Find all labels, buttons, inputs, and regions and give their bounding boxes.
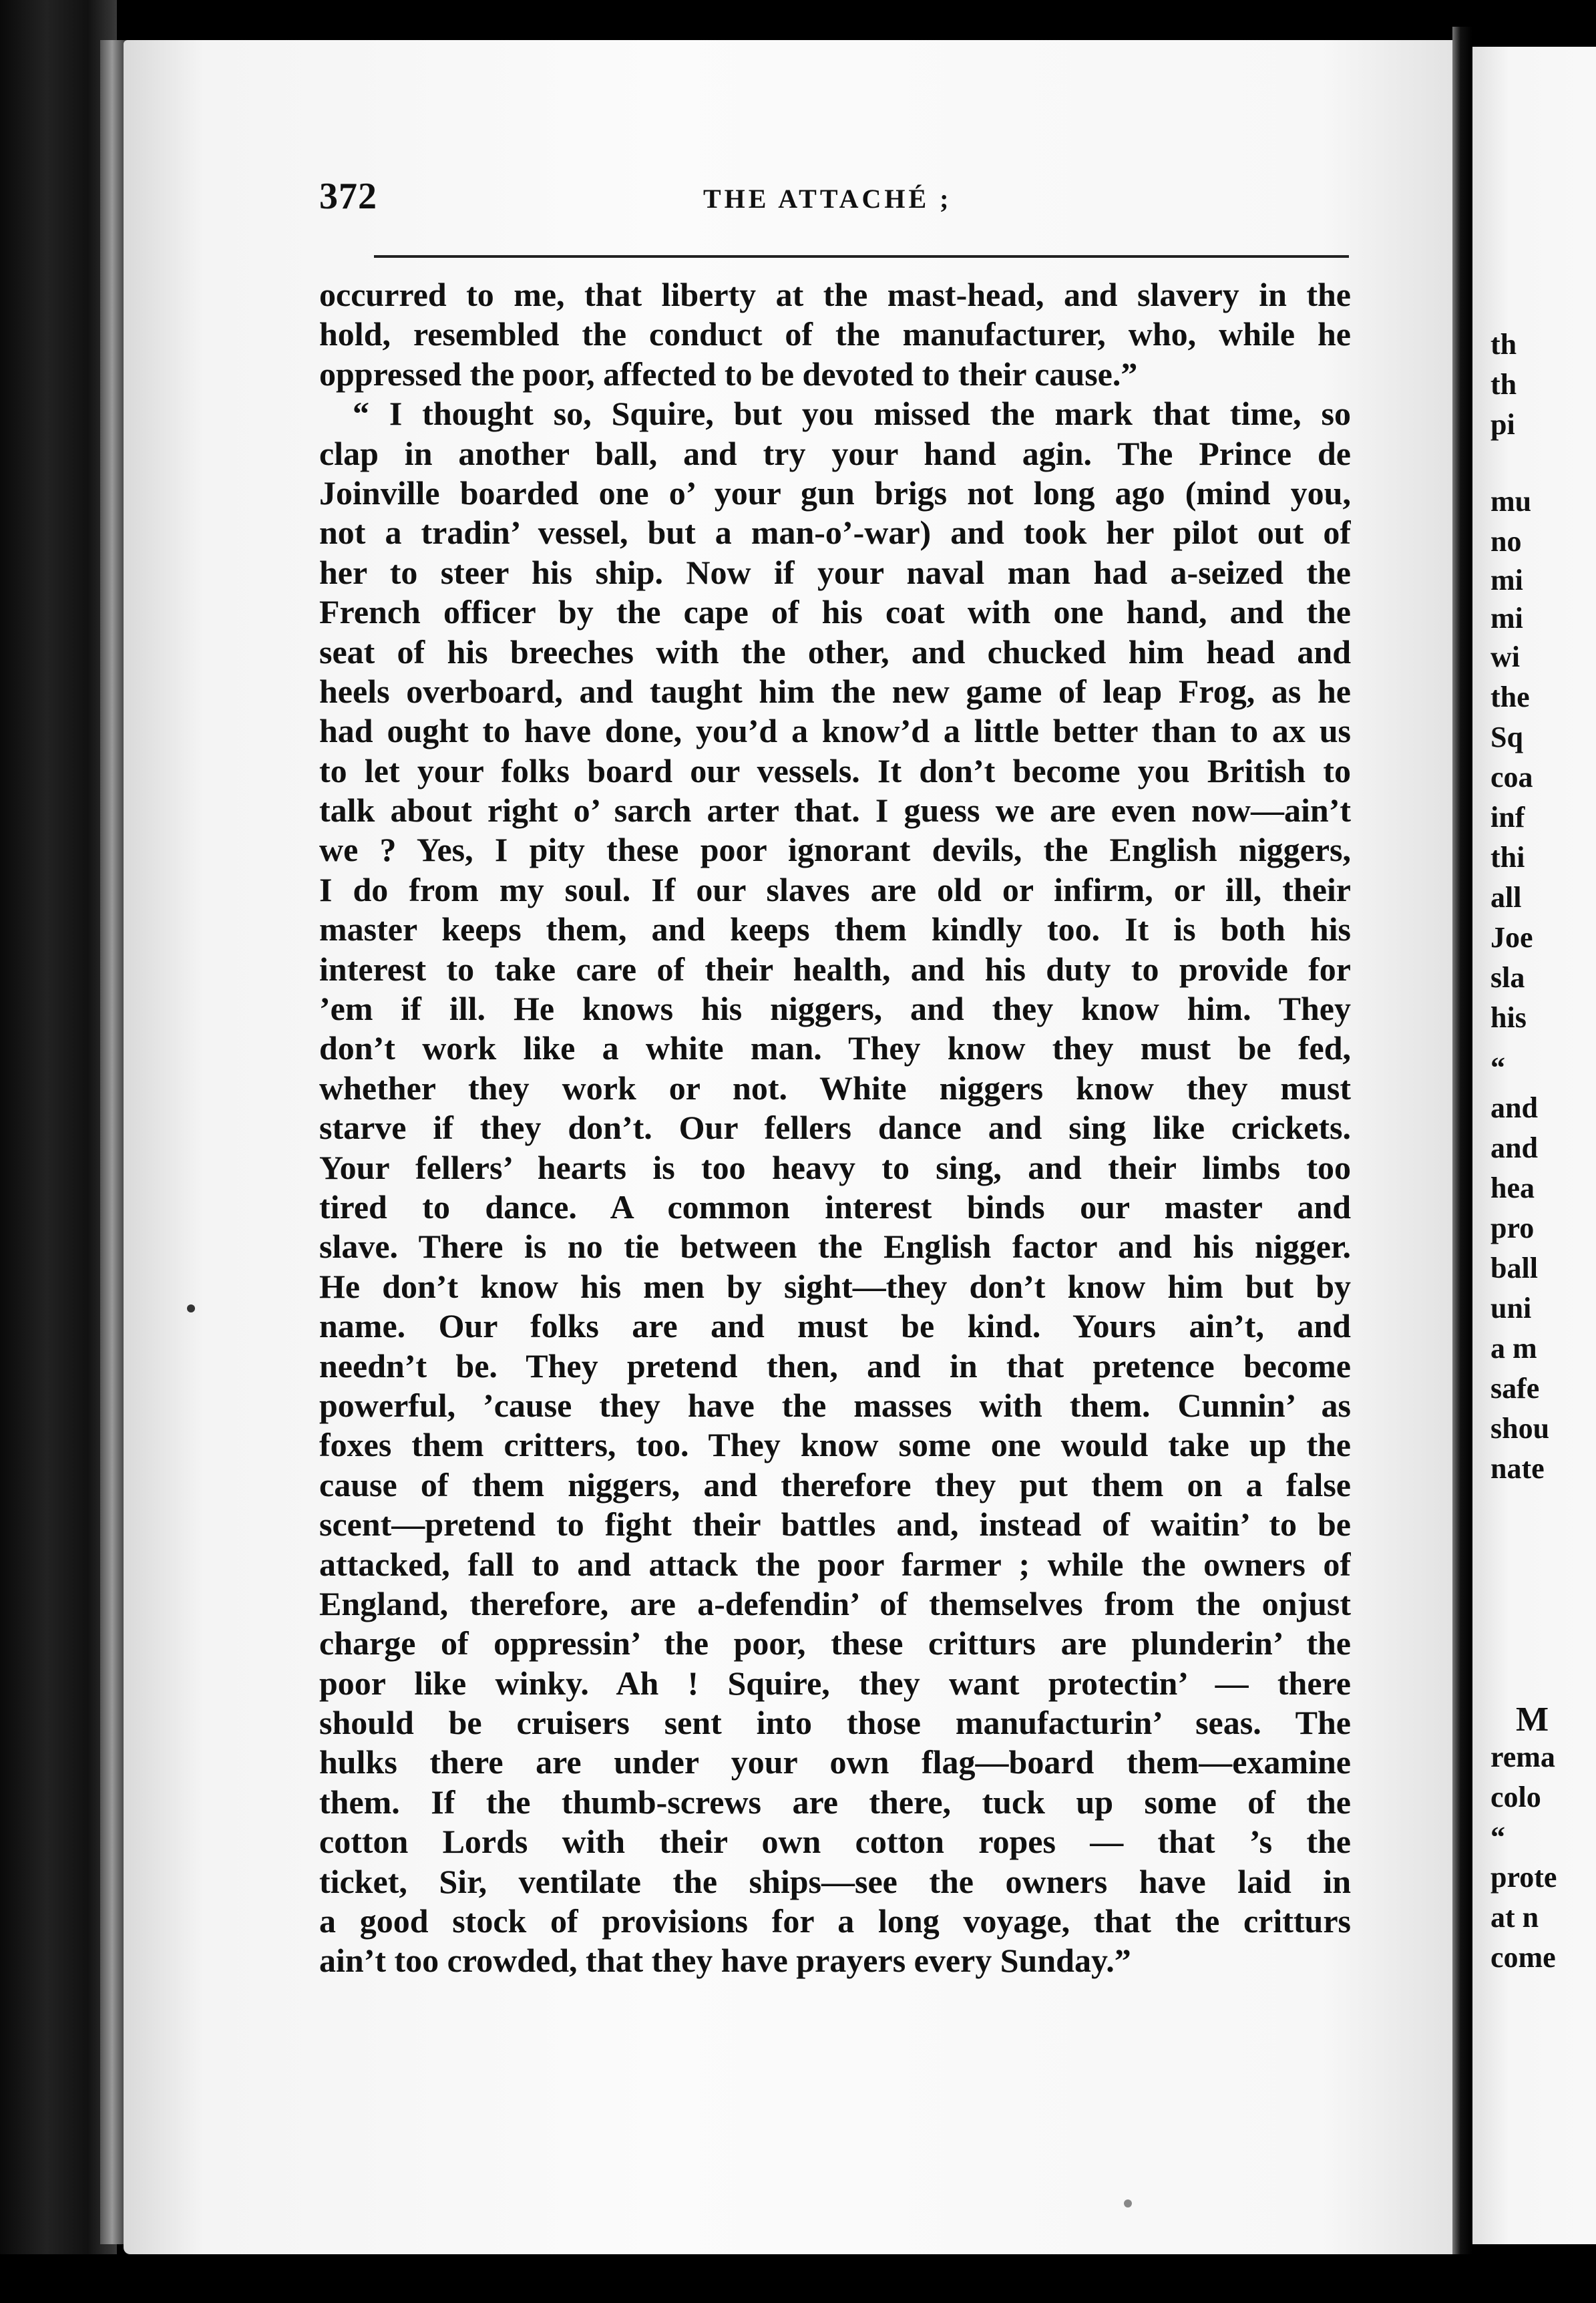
right-page-fragment: and — [1490, 1131, 1538, 1164]
right-page-fragment: sla — [1490, 961, 1525, 994]
text-line: hold, resembled the conduct of the manufacturer, who, while he — [319, 315, 1351, 353]
right-page-fragment: all — [1490, 881, 1522, 914]
bottom-edge — [0, 2254, 1596, 2303]
text-line: whether they work or not. White niggers know they must — [319, 1069, 1351, 1107]
running-head: THE ATTACHÉ ; — [703, 184, 952, 214]
text-line: to let your folks board our vessels. It don’t become you British to — [319, 751, 1351, 789]
right-page-fragment: and — [1490, 1091, 1538, 1124]
right-page-fragment: no — [1490, 525, 1522, 558]
right-page-fragment: mi — [1490, 564, 1523, 596]
text-line: don’t work like a white man. They know they must be fed, — [319, 1029, 1351, 1067]
body-text — [319, 275, 1351, 1981]
right-page-fragment: th — [1490, 368, 1517, 401]
header-rule — [374, 255, 1349, 258]
right-page-fragment: pro — [1490, 1212, 1535, 1244]
text-line: her to steer his ship. Now if your naval man had a-seized the — [319, 553, 1351, 591]
text-line: name. Our folks are and must be kind. Yours ain’t, and — [319, 1307, 1351, 1345]
text-line: we ? Yes, I pity these poor ignorant devils, the English niggers, — [319, 831, 1351, 869]
text-line: interest to take care of their health, and his duty to provide for — [319, 950, 1351, 988]
right-page-fragment: coa — [1490, 761, 1533, 793]
text-line: cotton Lords with their own cotton ropes — that ’s the — [319, 1823, 1351, 1861]
right-page-fragment: colo — [1490, 1781, 1541, 1813]
text-line: needn’t be. They pretend then, and in that pretence become — [319, 1347, 1351, 1385]
right-page-fragment: mi — [1490, 602, 1523, 635]
text-line: He don’t know his men by sight—they don’t know him but by — [319, 1267, 1351, 1305]
right-page-fragment: the — [1490, 681, 1530, 713]
text-line: foxes them critters, too. They know some one would take up the — [319, 1426, 1351, 1464]
text-line: oppressed the poor, affected to be devoted to their cause.” — [319, 355, 1138, 393]
right-page-fragment: at n — [1490, 1901, 1539, 1934]
right-page-fragment: Joe — [1490, 921, 1533, 954]
text-line: occurred to me, that liberty at the mast-head, and slavery in the — [319, 276, 1351, 313]
right-page-fragment: rema — [1490, 1741, 1555, 1773]
book-binding-shadow — [0, 0, 117, 2303]
right-page-fragment: come — [1490, 1941, 1556, 1974]
text-line: charge of oppressin’ the poor, these critturs are plunderin’ the — [319, 1624, 1351, 1662]
text-line: starve if they don’t. Our fellers dance and sing like crickets. — [319, 1109, 1351, 1147]
text-line: scent—pretend to fight their battles and, instead of waitin’ to be — [319, 1505, 1351, 1544]
right-page-fragment: safe — [1490, 1372, 1540, 1405]
text-line: powerful, ’cause they have the masses with them. Cunnin’ as — [319, 1386, 1351, 1424]
book-spine-edge — [100, 40, 127, 2244]
text-line: seat of his breeches with the other, and chucked him head and — [319, 633, 1351, 671]
right-page-fragment: pi — [1490, 408, 1515, 441]
page-gutter — [1452, 27, 1472, 2271]
right-page-fragment: “ — [1490, 1821, 1505, 1853]
text-line: ’em if ill. He knows his niggers, and they know him. They — [319, 990, 1351, 1028]
ink-speck — [187, 1304, 195, 1312]
right-page-fragment: Sq — [1490, 721, 1523, 753]
text-line: ain’t too crowded, that they have prayers every Sunday.” — [319, 1942, 1131, 1980]
text-line: them. If the thumb-screws are there, tuck up some of the — [319, 1783, 1351, 1821]
text-line: Your fellers’ hearts is too heavy to sing, and their limbs too — [319, 1148, 1351, 1186]
text-line: poor like winky. Ah ! Squire, they want protectin’ — there — [319, 1664, 1351, 1702]
text-line: ticket, Sir, ventilate the ships—see the owners have laid in — [319, 1862, 1351, 1900]
text-line: master keeps them, and keeps them kindly too. It is both his — [319, 910, 1351, 948]
right-page-fragment: shou — [1490, 1412, 1550, 1445]
text-line: a good stock of provisions for a long voyage, that the critturs — [319, 1902, 1351, 1940]
right-page-fragment: wi — [1490, 641, 1520, 673]
text-line: should be cruisers sent into those manufacturin’ seas. The — [319, 1704, 1351, 1742]
text-line: not a tradin’ vessel, but a man-o’-war) and took her pilot out of — [319, 514, 1351, 552]
text-line: Joinville boarded one o’ your gun brigs not long ago (mind you, — [319, 474, 1351, 512]
right-page-fragment: th — [1490, 328, 1517, 361]
ink-speck — [1124, 2199, 1132, 2207]
right-page-fragment: uni — [1490, 1292, 1532, 1324]
right-page-fragment: “ — [1490, 1051, 1505, 1084]
right-page-fragment: nate — [1490, 1452, 1545, 1485]
right-page-fragment: prote — [1490, 1861, 1557, 1894]
text-line: hulks there are under your own flag—board them—examine — [319, 1743, 1351, 1781]
text-line: attacked, fall to and attack the poor farmer ; while the owners of — [319, 1545, 1351, 1583]
page-number: 372 — [319, 176, 377, 217]
text-line: tired to dance. A common interest binds our master and — [319, 1188, 1351, 1226]
right-page-fragment: inf — [1490, 801, 1525, 834]
text-line: cause of them niggers, and therefore they put them on a false — [319, 1465, 1351, 1503]
right-page-fragment: ball — [1490, 1252, 1538, 1284]
text-line: talk about right o’ sarch arter that. I guess we are even now—ain’t — [319, 791, 1351, 830]
right-page-fragment: mu — [1490, 485, 1532, 518]
right-page-fragment: hea — [1490, 1172, 1535, 1204]
text-line: slave. There is no tie between the English factor and his nigger. — [319, 1228, 1351, 1266]
text-line: had ought to have done, you’d a know’d a little better than to ax us — [319, 712, 1351, 750]
text-line: heels overboard, and taught him the new game of leap Frog, as he — [319, 672, 1351, 710]
right-page-fragment: a m — [1490, 1332, 1537, 1365]
page-header — [319, 175, 1351, 222]
text-line: “ I thought so, Squire, but you missed the mark that time, so — [353, 395, 1351, 433]
text-line: French officer by the cape of his coat with one hand, and the — [319, 593, 1351, 631]
text-line: clap in another ball, and try your hand agin. The Prince de — [319, 434, 1351, 472]
right-page-fragment: M — [1516, 1701, 1549, 1739]
text-line: I do from my soul. If our slaves are old or infirm, or ill, their — [319, 870, 1351, 908]
text-line: England, therefore, are a-defendin’ of themselves from the onjust — [319, 1584, 1351, 1622]
right-page-fragment: thi — [1490, 841, 1525, 874]
right-page-fragment: his — [1490, 1001, 1527, 1034]
